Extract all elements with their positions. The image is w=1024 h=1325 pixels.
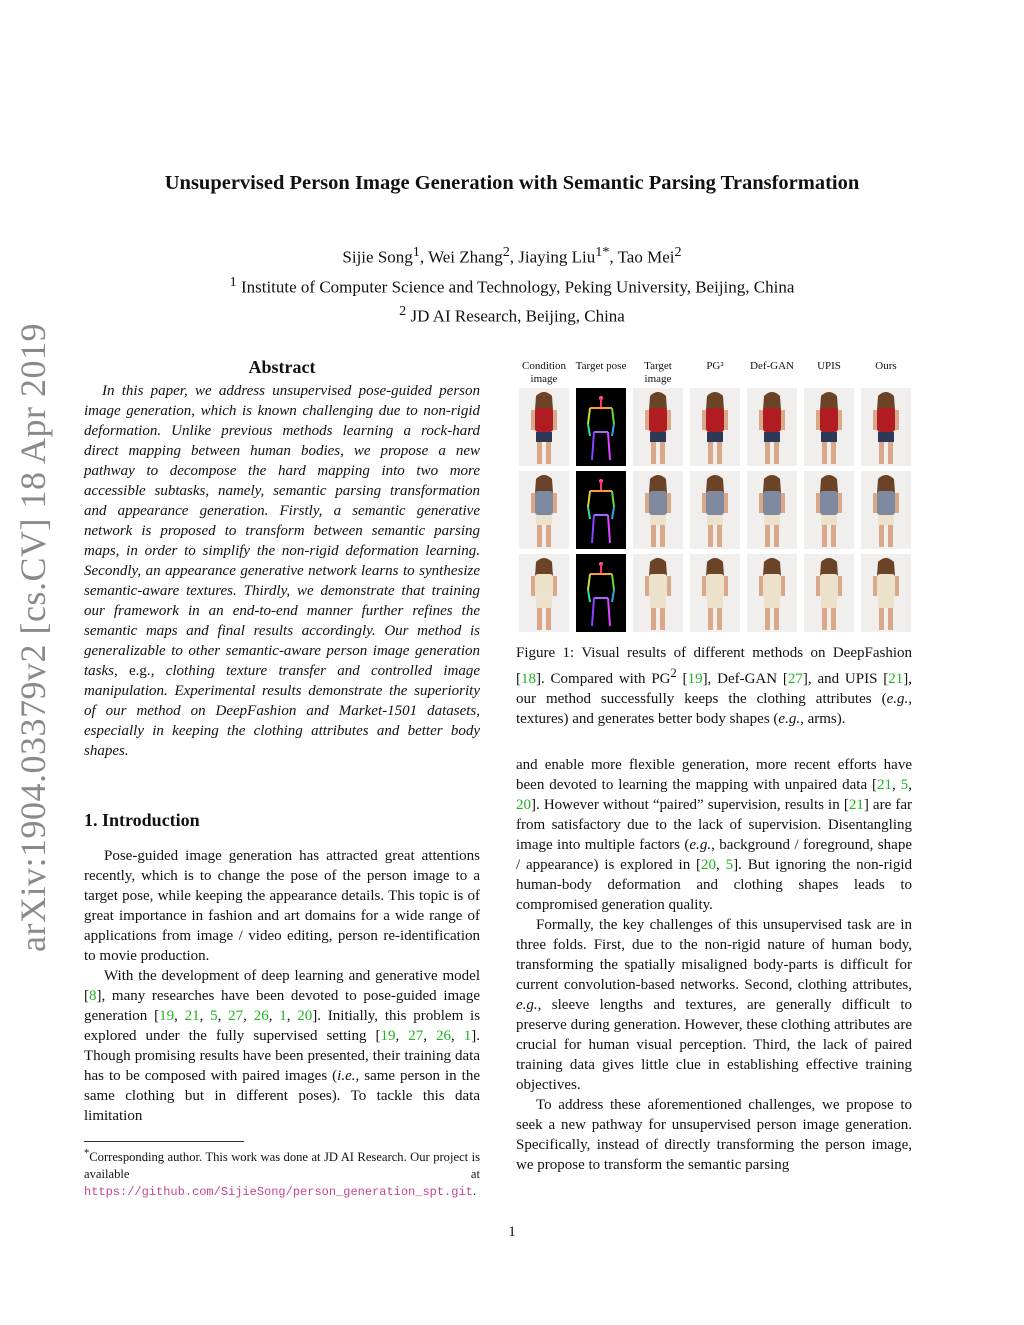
- citation-link[interactable]: 19: [380, 1028, 396, 1044]
- person-photo: [690, 388, 740, 466]
- target-pose-skeleton: [576, 554, 626, 632]
- paragraph: Pose-guided image generation has attracted great attentions recently, which is to change the pose of the person image to a target pose, while keeping the appearance details. This topic is of great importance in fashion and art domains for a wide range of applications from image / video editing, person re-identification to movie production.: [84, 848, 480, 964]
- citation-link[interactable]: 26: [253, 1008, 269, 1024]
- citation-link[interactable]: 27: [228, 1008, 244, 1024]
- person-photo: [861, 471, 911, 549]
- paragraph: and enable more flexible generation, more recent efforts have been devoted to learning the mapping with unpaired data [21, 5, 20]. However without “paired” supervision, results in [21] are far from satisfactory due to the lack of supervision. Disentangling image into multiple factors (e.g., background / foreground, shape / appearance) is explored in [20, 5]. But ignoring the non-rigid human-body deformation and clothing shapes leads to compromised generation quality.: [516, 757, 912, 913]
- right-column-body: [516, 755, 912, 1175]
- target-pose-skeleton: [576, 471, 626, 549]
- person-photo: [861, 554, 911, 632]
- person-photo: [519, 388, 569, 466]
- author-name: Tao Mei: [617, 247, 675, 267]
- citation-link[interactable]: 20: [297, 1008, 313, 1024]
- citation-link[interactable]: 5: [725, 857, 734, 873]
- abstract-heading: Abstract: [248, 357, 316, 377]
- abstract-text: In this paper, we address unsupervised pose-guided person image generation, which is known challenging due to non-rigid deformation. Unlike previous methods learning a rock-hard direct mapping between human bodies, we propose a new pathway to decompose the hard mapping into two more accessible subtasks, namely, semantic parsing transformation and appearance generation. Firstly, a semantic generative network is proposed to transform between semantic parsing maps, in order to simplify the non-rigid deformation learning. Secondly, an appearance generative network learns to synthesize semantic-aware textures. Thirdly, we demonstrate that training our framework in an end-to-end manner further refines the semantic maps and final results accordingly. Our method is generalizable to other semantic-aware person image generation tasks, e.g., clothing texture transfer and controlled image manipulation. Experimental results demonstrate the superiority of our method on DeepFashion and Market-1501 datasets, especially in keeping the clothing attributes and better body shapes.: [84, 383, 481, 759]
- person-photo: [633, 554, 683, 632]
- figure-column-header: Ours: [875, 360, 897, 372]
- citation-link[interactable]: 21: [888, 671, 904, 687]
- project-url-link[interactable]: https://github.com/SijieSong/person_generation_spt.git: [84, 1185, 473, 1200]
- citation-link[interactable]: 21: [877, 777, 893, 793]
- author-block: [0, 240, 1024, 329]
- citation-link[interactable]: 1: [463, 1028, 472, 1044]
- citation-link[interactable]: 27: [408, 1028, 424, 1044]
- person-photo: [633, 388, 683, 466]
- person-photo: [519, 471, 569, 549]
- citation-link[interactable]: 1: [279, 1008, 287, 1024]
- figure-1: [516, 360, 912, 640]
- intro-body: [84, 846, 480, 1126]
- person-photo: [690, 471, 740, 549]
- figure-column-header: Target pose: [575, 360, 627, 372]
- citation-link[interactable]: 5: [900, 777, 909, 793]
- target-pose-skeleton: [576, 388, 626, 466]
- paragraph: Formally, the key challenges of this unsupervised task are in three folds. First, due to the non-rigid nature of human body, transforming the spatially misaligned body-parts is difficult for current convolution-based networks. Second, clothing attributes, e.g., sleeve lengths and textures, are generally difficult to preserve during generation. However, these clothing attributes are crucial for human visual perception. Third, the lack of paired training data gives little clue in establishing effective training objectives.: [516, 917, 912, 1093]
- figure-column-header: Condition image: [521, 360, 566, 385]
- citation-link[interactable]: 5: [210, 1008, 218, 1024]
- paragraph: To address these aforementioned challenges, we propose to seek a new pathway for unsupervised person image generation. Specifically, instead of directly transforming the person image, we propose to transform the semantic parsing: [516, 1097, 912, 1173]
- person-photo: [804, 471, 854, 549]
- person-photo: [633, 471, 683, 549]
- citation-link[interactable]: 18: [521, 671, 536, 687]
- citation-link[interactable]: 8: [89, 988, 97, 1004]
- person-photo: [519, 554, 569, 632]
- footnote: *Corresponding author. This work was done at JD AI Research. Our project is available at https://github.com/SijieSong/person_generation_spt.git.: [84, 1148, 480, 1200]
- citation-link[interactable]: 21: [848, 797, 864, 813]
- person-photo: [747, 471, 797, 549]
- person-photo: [690, 554, 740, 632]
- paragraph: With the development of deep learning and generative model [8], many researches have been devoted to pose-guided image generation [19, 21, 5, 27, 26, 1, 20]. Initially, this problem is explored under the fully supervised setting [19, 27, 26, 1]. Though promising results have been presented, their training data has to be composed with paired images (i.e., same person in the same clothing but in different poses). To tackle this data limitation: [84, 968, 481, 1124]
- figure-column-header: Def-GAN: [750, 360, 794, 372]
- person-photo: [747, 554, 797, 632]
- citation-link[interactable]: 19: [687, 671, 703, 687]
- page-number: 1: [508, 1224, 516, 1240]
- citation-link[interactable]: 19: [159, 1008, 175, 1024]
- citation-link[interactable]: 20: [516, 797, 531, 813]
- citation-link[interactable]: 26: [436, 1028, 452, 1044]
- citation-link[interactable]: 20: [701, 857, 717, 873]
- section-heading-introduction: 1. Introduction: [84, 810, 200, 830]
- person-photo: [747, 388, 797, 466]
- footnote-rule: [84, 1141, 244, 1142]
- author-name: Jiaying Liu: [518, 247, 596, 267]
- paper-title: Unsupervised Person Image Generation with Semantic Parsing Transformation: [164, 172, 860, 194]
- author-name: Wei Zhang: [428, 247, 503, 267]
- figure-column-header: PG²: [706, 360, 724, 372]
- citation-link[interactable]: 27: [787, 671, 803, 687]
- affiliation: $^2$ JD AI Research, Beijing, China: [399, 303, 625, 326]
- person-photo: [804, 388, 854, 466]
- figure-column-header: UPIS: [817, 360, 841, 372]
- person-photo: [804, 554, 854, 632]
- person-photo: [861, 388, 911, 466]
- author-line: Sijie Song$^1$, Wei Zhang$^2$, Jiaying Liu$^{1*}$, Tao Mei$^2$: [342, 244, 682, 267]
- citation-link[interactable]: 21: [184, 1008, 200, 1024]
- arxiv-watermark: arXiv:1904.03379v2 [cs.CV] 18 Apr 2019: [13, 323, 53, 952]
- author-name: Sijie Song: [342, 247, 413, 267]
- figure-column-header: Target image: [644, 360, 672, 385]
- figure-1-caption: Figure 1: Visual results of different methods on DeepFashion [18]. Compared with $PG^2$ [19], Def-GAN [27], and UPIS [21], our method successfully keeps the clothing attributes (e.g., textures) and generates better body shapes (e.g., arms).: [516, 645, 912, 727]
- affiliation: $^1$ Institute of Computer Science and Technology, Peking University, Beijing, China: [229, 273, 795, 297]
